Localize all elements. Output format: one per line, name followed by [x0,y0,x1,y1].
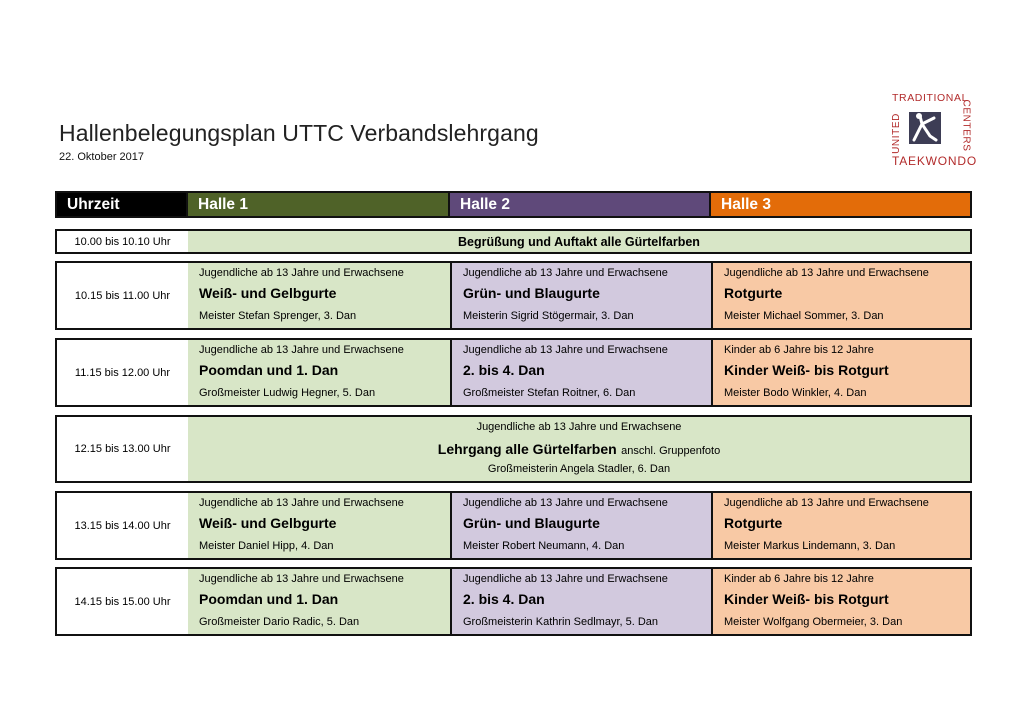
group: Weiß- und Gelbgurte [199,285,337,301]
time-slot [57,493,190,558]
time-slot [57,417,190,481]
all-halls-cell [188,231,970,252]
header-halle-1 [186,191,450,218]
audience: Jugendliche ab 13 Jahre und Erwachsene [199,497,404,509]
header-uhrzeit-label: Uhrzeit [67,195,120,213]
instructor: Meister Michael Sommer, 3. Dan [724,310,884,322]
time-label: 13.15 bis 14.00 Uhr [74,519,171,532]
halle-1-cell [188,493,450,558]
logo-text-top: TRADITIONAL [892,92,969,104]
time-label: 11.15 bis 12.00 Uhr [74,366,171,379]
instructor: Meister Bodo Winkler, 4. Dan [724,387,867,399]
header-halle-1-label: Halle 1 [198,195,248,213]
instructor: Großmeisterin Kathrin Sedlmayr, 5. Dan [463,616,659,628]
group: 2. bis 4. Dan [463,362,545,378]
audience: Jugendliche ab 13 Jahre und Erwachsene [199,344,404,356]
group: Rotgurte [724,285,783,301]
header-halle-2 [448,191,711,218]
time-slot [57,569,190,634]
taekwondo-emblem-icon [908,106,942,150]
audience: Jugendliche ab 13 Jahre und Erwachsene [724,267,929,279]
halle-2-cell [450,493,711,558]
event-date: 22. Oktober 2017 [59,151,145,163]
instructor: Meisterin Sigrid Stögermair, 3. Dan [463,310,634,322]
time-label: 10.15 bis 11.00 Uhr [74,289,171,302]
group: 2. bis 4. Dan [463,591,545,607]
halle-2-cell [450,263,711,328]
instructor: Großmeister Dario Radic, 5. Dan [199,616,360,628]
audience: Kinder ab 6 Jahre bis 12 Jahre [724,344,874,356]
uttc-logo [880,90,984,172]
all-halls-title: Begrüßung und Auftakt alle Gürtelfarben [458,234,700,249]
halle-2-cell [450,340,711,405]
group: Weiß- und Gelbgurte [199,515,337,531]
instructor: Großmeister Stefan Roitner, 6. Dan [463,387,636,399]
instructor: Großmeister Ludwig Hegner, 5. Dan [199,387,376,399]
audience: Jugendliche ab 13 Jahre und Erwachsene [463,497,668,509]
halle-3-cell [711,340,970,405]
logo-text-right: CENTERS [960,99,972,152]
instructor: Meister Stefan Sprenger, 3. Dan [199,310,357,322]
header-halle-3 [709,191,972,218]
time-slot [57,263,190,328]
halle-1-cell [188,569,450,634]
schedule-row-6 [55,567,972,636]
audience: Jugendliche ab 13 Jahre und Erwachsene [476,421,682,433]
audience: Jugendliche ab 13 Jahre und Erwachsene [463,573,668,585]
schedule-row-4 [55,415,972,483]
group: Grün- und Blaugurte [463,285,600,301]
time-slot [57,231,190,252]
group: Rotgurte [724,515,783,531]
audience: Jugendliche ab 13 Jahre und Erwachsene [199,573,404,585]
note: anschl. Gruppenfoto [621,445,721,457]
group: Grün- und Blaugurte [463,515,600,531]
halle-1-cell [188,263,450,328]
time-label: 10.00 bis 10.10 Uhr [74,235,171,248]
audience: Kinder ab 6 Jahre bis 12 Jahre [724,573,874,585]
instructor: Großmeisterin Angela Stadler, 6. Dan [487,463,671,475]
page-title: Hallenbelegungsplan UTTC Verbandslehrgang [59,120,539,146]
header-uhrzeit [55,191,188,218]
audience: Jugendliche ab 13 Jahre und Erwachsene [463,344,668,356]
halle-3-cell [711,493,970,558]
audience: Jugendliche ab 13 Jahre und Erwachsene [724,497,929,509]
time-label: 14.15 bis 15.00 Uhr [74,595,171,608]
group: Poomdan und 1. Dan [199,362,339,378]
header-halle-3-label: Halle 3 [721,195,771,213]
group: Kinder Weiß- bis Rotgurt [724,362,889,378]
group-line [188,441,970,459]
audience: Jugendliche ab 13 Jahre und Erwachsene [199,267,404,279]
halle-1-cell [188,340,450,405]
audience: Jugendliche ab 13 Jahre und Erwachsene [463,267,668,279]
schedule-row-3 [55,338,972,407]
group: Kinder Weiß- bis Rotgurt [724,591,889,607]
halle-3-cell [711,263,970,328]
group: Lehrgang alle Gürtelfarben [437,441,617,457]
instructor: Meister Markus Lindemann, 3. Dan [724,540,896,552]
group: Poomdan und 1. Dan [199,591,339,607]
logo-text-left: UNITED [890,113,902,154]
time-label: 12.15 bis 13.00 Uhr [74,443,171,455]
instructor: Meister Robert Neumann, 4. Dan [463,540,625,552]
logo-text-bottom: TAEKWONDO [892,154,977,168]
time-slot [57,340,190,405]
instructor: Meister Wolfgang Obermeier, 3. Dan [724,616,903,628]
header-halle-2-label: Halle 2 [460,195,510,213]
all-halls-cell [188,417,970,481]
schedule-row-5 [55,491,972,560]
schedule-row-1 [55,229,972,254]
instructor: Meister Daniel Hipp, 4. Dan [199,540,334,552]
halle-2-cell [450,569,711,634]
schedule-row-2 [55,261,972,330]
halle-3-cell [711,569,970,634]
